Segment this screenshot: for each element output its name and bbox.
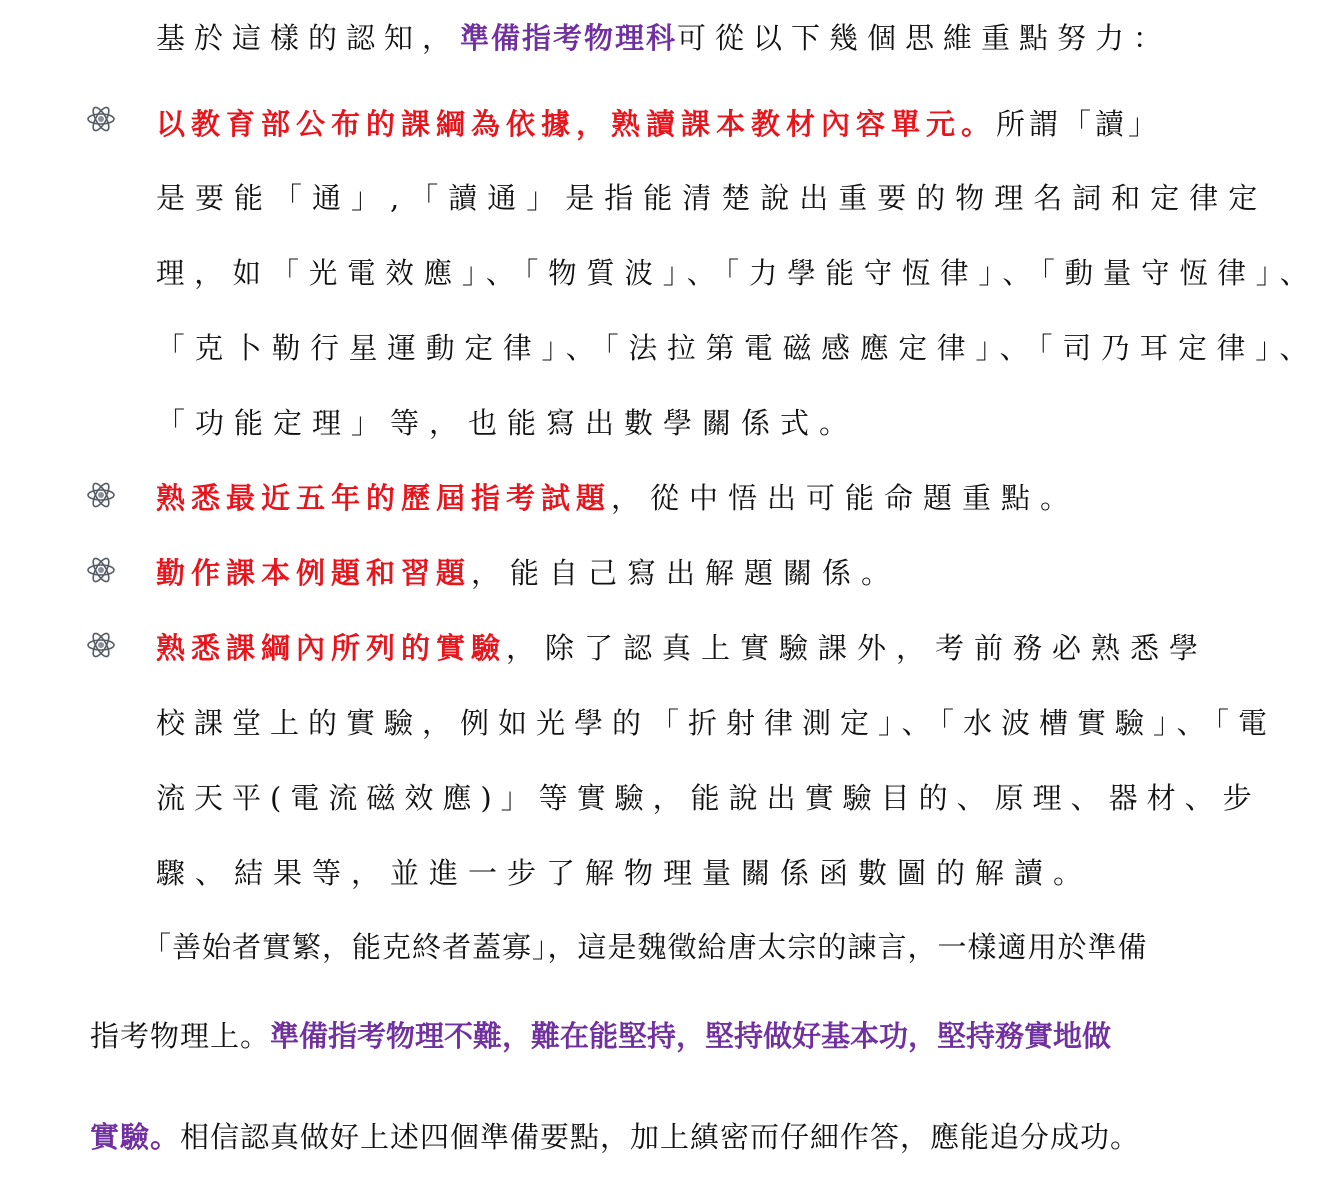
closing-line-3-highlight: 實驗。 [90, 1120, 181, 1154]
atom-icon [86, 555, 116, 585]
bullet-2-text: ，從中悟出可能命題重點。 [611, 481, 1080, 515]
closing-line-1: 「善始者實繁，能克終者蓋寡」，這是魏徵給唐太宗的諫言，一樣適用於準備 [142, 930, 1148, 964]
bullet-4-text: ，除了認真上實驗課外，考前務必熟悉學 [506, 631, 1209, 665]
bullet-3-line-1 [156, 553, 900, 593]
atom-icon [86, 480, 116, 510]
bullet-3-emphasis: 勤作課本例題和習題 [156, 556, 472, 590]
bullet-3-text: ，能自己寫出解題關係。 [471, 556, 901, 590]
bullet-1-line-5: 「功能定理」等，也能寫出數學關係式。 [156, 406, 859, 440]
bullet-4-line-2: 校課堂上的實驗，例如光學的「折射律測定」、「水波槽實驗」、「電 [156, 706, 1277, 740]
intro-highlight: 準備指考物理科 [460, 21, 678, 55]
bullet-1-line-3: 理，如「光電效應」、「物質波」、「力學能守恆律」、「動量守恆律」、 [156, 256, 1319, 290]
atom-icon [86, 630, 116, 660]
intro-prefix: 基於這樣的認知， [156, 21, 461, 55]
bullet-1-text: 所謂「讀」 [996, 107, 1162, 141]
closing-line-3 [90, 1117, 1140, 1157]
closing-line-2-prefix: 指考物理上。 [90, 1019, 271, 1053]
closing-line-2-highlight: 準備指考物理不難，難在能堅持，堅持做好基本功，堅持務實地做 [270, 1019, 1112, 1053]
bullet-4-line-4: 驟、結果等，並進一步了解物理量關係函數圖的解讀。 [156, 856, 1093, 890]
bullet-1-line-1 [156, 104, 1161, 144]
bullet-1-line-2: 是要能「通」,「讀通」是指能清楚說出重要的物理名詞和定律定 [156, 181, 1268, 215]
bullet-1-emphasis: 以教育部公布的課綱為依據，熟讀課本教材內容單元。 [156, 107, 997, 141]
atom-icon [86, 104, 116, 134]
bullet-4-emphasis: 熟悉課綱內所列的實驗 [156, 631, 507, 665]
bullet-2-emphasis: 熟悉最近五年的歷屆指考試題 [156, 481, 612, 515]
bullet-4-line-3: 流天平(電流磁效應)」等實驗，能說出實驗目的、原理、器材、步 [156, 781, 1261, 815]
intro-paragraph [156, 18, 1171, 58]
bullet-1-line-4: 「克卜勒行星運動定律」、「法拉第電磁感應定律」、「司乃耳定律」、 [156, 331, 1318, 365]
closing-line-3-text: 相信認真做好上述四個準備要點，加上縝密而仔細作答，應能追分成功。 [180, 1120, 1141, 1154]
bullet-2-line-1 [156, 478, 1079, 518]
bullet-4-line-1 [156, 628, 1208, 668]
closing-line-2 [90, 1016, 1111, 1056]
intro-suffix: 可從以下幾個思維重點努力： [677, 21, 1172, 55]
